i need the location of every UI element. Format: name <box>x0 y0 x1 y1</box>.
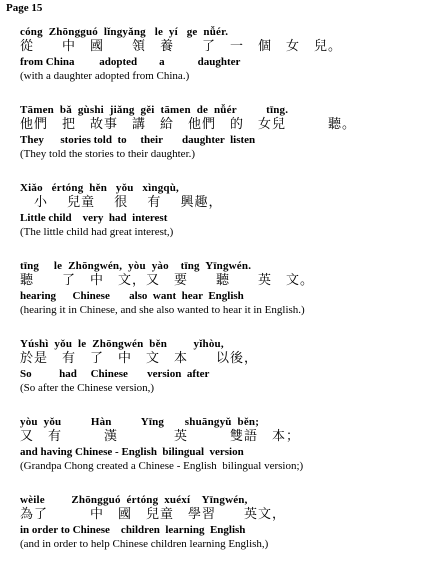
translation-line: (So after the Chinese version,) <box>20 382 155 394</box>
sentence-block <box>20 337 420 395</box>
english-gloss-line: So had Chinese version after <box>20 368 210 380</box>
english-gloss-line: They stories told to their daughter listen <box>20 134 256 146</box>
chinese-line: 小 兒童 很 有 興趣， <box>20 195 223 210</box>
translation-line: (The little child had great interest,) <box>20 226 174 238</box>
pinyin-line: tīng le Zhōngwén, yòu yào tīng Yīngwén. <box>20 260 252 272</box>
pinyin-line: cóng Zhōngguó lǐngyǎng le yí ge nǚér. <box>20 26 229 38</box>
page-number: Page 15 <box>6 2 43 14</box>
chinese-line: 於是 有 了 中 文 本 以後， <box>20 351 259 366</box>
english-gloss-line: Little child very had interest <box>20 212 168 224</box>
chinese-line: 他們 把 故事 講 給 他們 的 女兒 聽。 <box>20 117 357 132</box>
translation-line: (They told the stories to their daughter.) <box>20 148 196 160</box>
pinyin-line: wèile Zhōngguó értóng xuéxí Yīngwén, <box>20 494 248 506</box>
pinyin-line: Xiǎo értóng hěn yǒu xìngqù, <box>20 182 179 194</box>
translation-line: (Grandpa Chong created a Chinese - English bilingual version;) <box>20 460 304 472</box>
chinese-line: 從 中 國 領 養 了 一 個 女 兒。 <box>20 39 343 54</box>
sentence-block <box>20 25 420 83</box>
english-gloss-line: hearing Chinese also want hear English <box>20 290 244 302</box>
sentence-block <box>20 493 420 551</box>
sentence-block <box>20 103 420 161</box>
english-gloss-line: in order to Chinese children learning English <box>20 524 246 536</box>
translation-line: (with a daughter adopted from China.) <box>20 70 190 82</box>
sentence-block <box>20 181 420 239</box>
translation-line: (hearing it in Chinese, and she also wanted to hear it in English.) <box>20 304 305 316</box>
pinyin-line: yòu yǒu Hàn Yīng shuāngyǔ běn; <box>20 416 260 428</box>
english-gloss-line: and having Chinese - English bilingual version <box>20 446 244 458</box>
pinyin-line: Yúshì yǒu le Zhōngwén běn yǐhòu, <box>20 338 224 350</box>
english-gloss-line: from China adopted a daughter <box>20 56 241 68</box>
chinese-line: 為了 中 國 兒童 學習 英文， <box>20 507 287 522</box>
sentence-block <box>20 415 420 473</box>
pinyin-line: Tāmen bǎ gùshi jiǎng gěi tāmen de nǚér tīng. <box>20 104 289 116</box>
translation-line: (and in order to help Chinese children learning English,) <box>20 538 269 550</box>
sentence-block <box>20 259 420 317</box>
chinese-line: 又 有 漢 英 雙語 本； <box>20 429 301 444</box>
chinese-line: 聽 了 中 文，又 要 聽 英 文。 <box>20 273 315 288</box>
